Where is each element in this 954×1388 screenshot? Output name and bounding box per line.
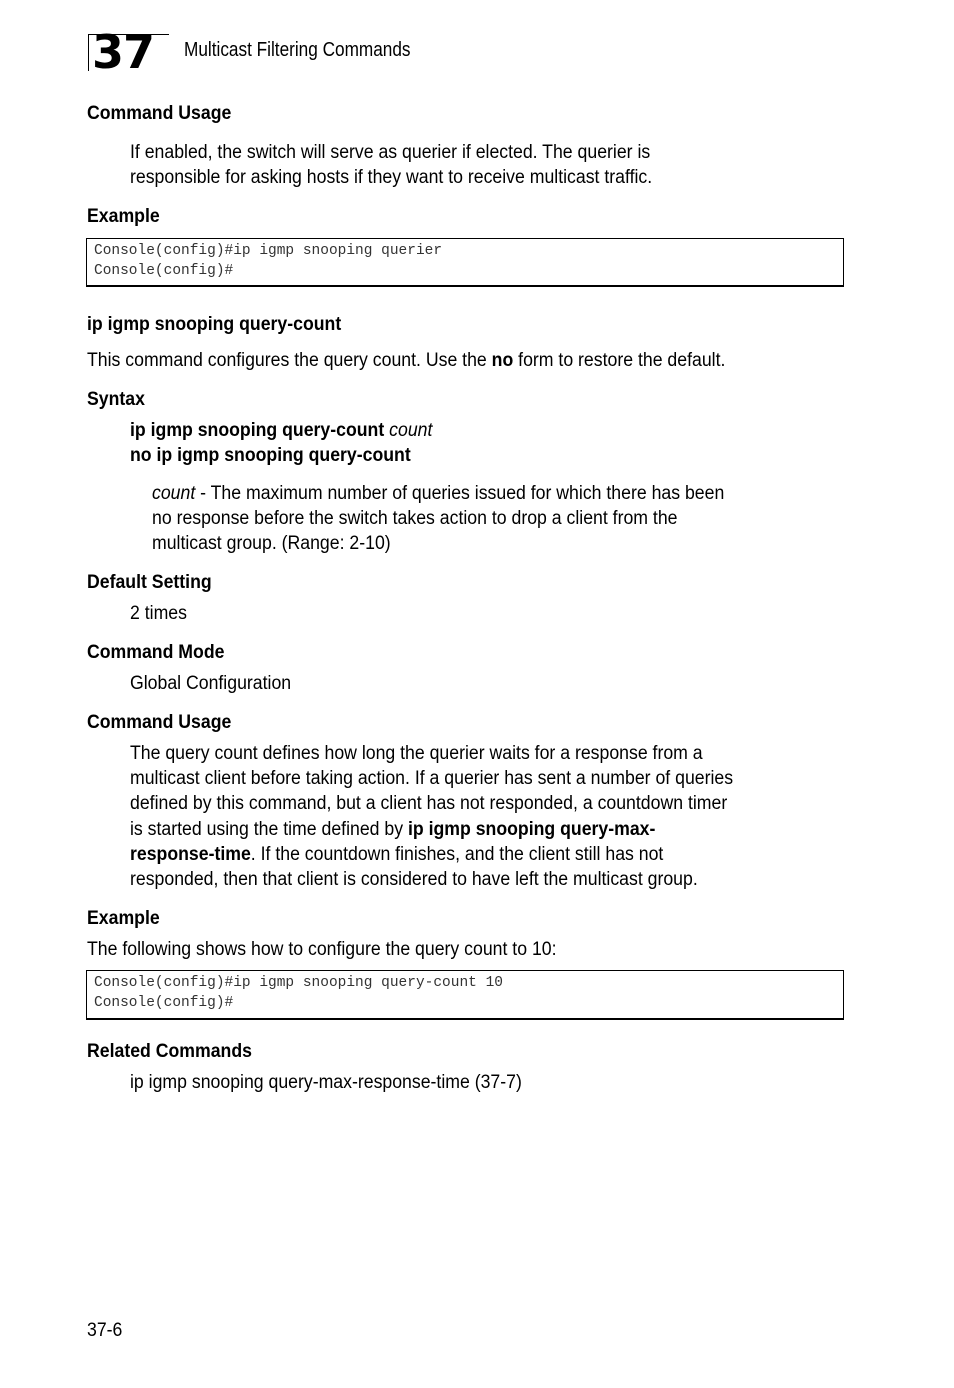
related-command-link[interactable]: ip igmp snooping query-max-response-time (37-7) (130, 1072, 522, 1093)
syntax-command: ip igmp snooping query-count (130, 420, 385, 441)
param-name: count (152, 483, 196, 504)
param-desc-text: - The maximum number of queries issued for which there has been (195, 483, 725, 504)
command-title: ip igmp snooping query-count (87, 314, 342, 335)
code-line: Console(config)#ip igmp snooping querier (94, 243, 443, 259)
description-no-keyword: no (491, 350, 514, 371)
syntax-param: count (389, 420, 433, 441)
code-line: Console(config)# (94, 262, 234, 279)
syntax-line-1 (130, 418, 432, 443)
chapter-title: Multicast Filtering Commands (184, 39, 411, 61)
related-heading: Related Commands (87, 1041, 252, 1062)
usage-line-6: responded, then that client is considered to have left the multicast group. (130, 869, 698, 890)
page-number: 37-6 (87, 1320, 123, 1341)
param-desc-line-3: multicast group. (Range: 2-10) (152, 533, 391, 554)
usage-cmd-ref: ip igmp snooping query-max- (407, 819, 656, 840)
usage-line-2: multicast client before taking action. If a querier has sent a number of queries (130, 768, 734, 789)
mode-heading: Command Mode (87, 642, 225, 663)
default-value: 2 times (130, 603, 187, 624)
example-heading: Example (87, 908, 160, 929)
usage-line-5 (130, 842, 663, 867)
prev-example-heading: Example (87, 206, 160, 227)
usage-line-1: The query count defines how long the querier waits for a response from a (130, 743, 703, 764)
usage-cmd-ref-end: response-time (130, 844, 251, 865)
prev-usage-heading: Command Usage (87, 103, 232, 124)
usage-heading: Command Usage (87, 712, 232, 733)
description-text: This command configures the query count. Use the (87, 350, 492, 371)
usage-text: . If the countdown finishes, and the client still has not (250, 844, 664, 865)
syntax-heading: Syntax (87, 389, 145, 410)
syntax-no-command: no ip igmp snooping query-count (130, 445, 411, 466)
chapter-number: 37 (92, 25, 155, 79)
usage-text: is started using the time defined by (130, 819, 408, 840)
prev-example-code-block (86, 238, 844, 287)
default-heading: Default Setting (87, 572, 212, 593)
code-line: Console(config)#ip igmp snooping query-count 10 (94, 975, 503, 991)
prev-usage-line-2: responsible for asking hosts if they want to receive multicast traffic. (130, 167, 653, 188)
usage-line-4 (130, 817, 655, 842)
param-desc-line-2: no response before the switch takes action to drop a client from the (152, 508, 678, 529)
param-desc-line-1 (152, 481, 724, 506)
code-line: Console(config)# (94, 994, 234, 1011)
syntax-line-2 (130, 443, 411, 468)
command-description (87, 348, 725, 373)
mode-value: Global Configuration (130, 673, 292, 694)
prev-usage-line-1: If enabled, the switch will serve as querier if elected. The querier is (130, 142, 651, 163)
example-intro: The following shows how to configure the query count to 10: (87, 939, 557, 960)
usage-line-3: defined by this command, but a client has not responded, a countdown timer (130, 793, 728, 814)
example-code-block (86, 970, 844, 1020)
description-text-end: form to restore the default. (513, 350, 726, 371)
